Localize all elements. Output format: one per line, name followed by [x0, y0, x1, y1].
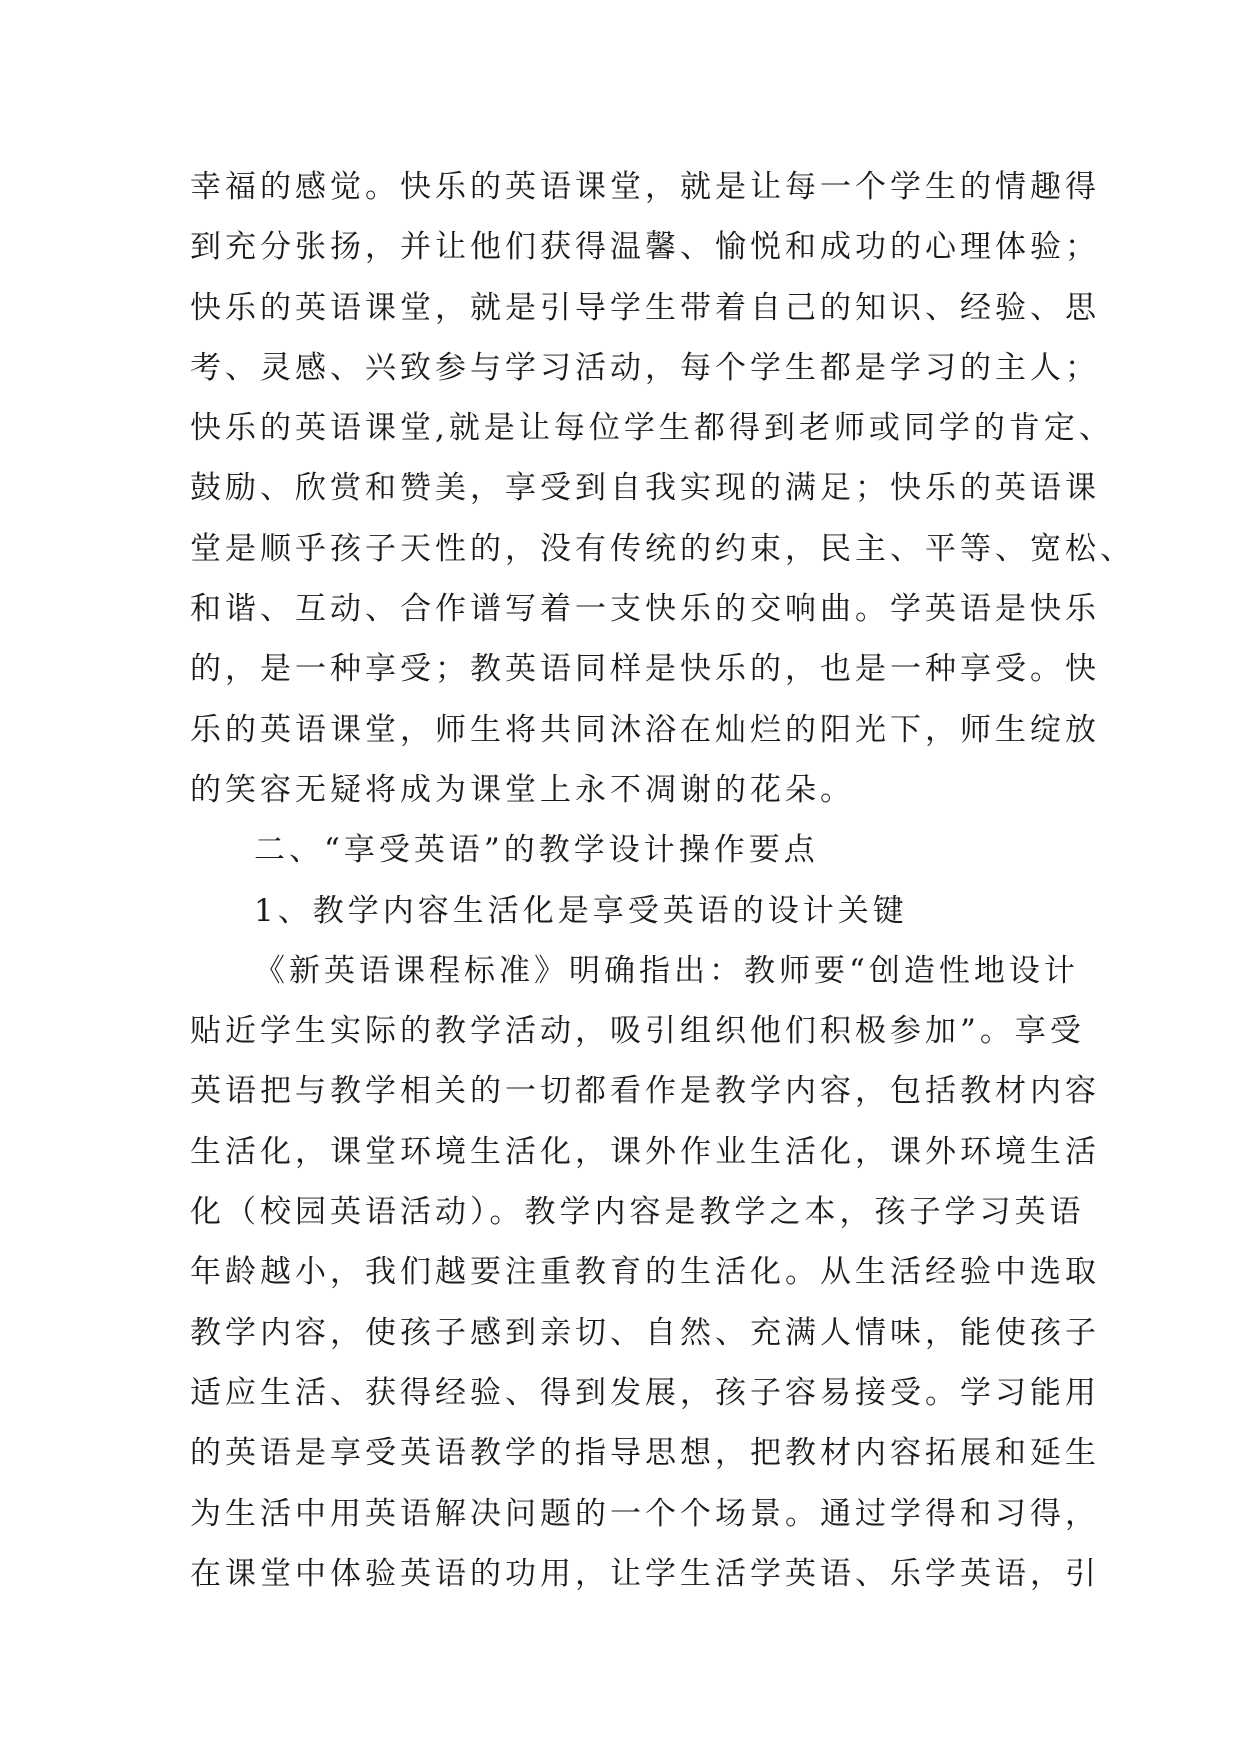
text-line: 在课堂中体验英语的功用，让学生活学英语、乐学英语，引 [190, 1555, 1100, 1592]
text-line: 适应生活、获得经验、得到发展，孩子容易接受。学习能用 [190, 1374, 1100, 1411]
text-line: 的，是一种享受；教英语同样是快乐的，也是一种享受。快 [190, 651, 1100, 688]
text-line: 英语把与教学相关的一切都看作是教学内容，包括教材内容 [190, 1073, 1100, 1110]
text-line: 贴近学生实际的教学活动，吸引组织他们积极参加”。享受 [190, 1013, 1085, 1050]
text-line: 《新英语课程标准》明确指出：教师要“创造性地设计 [254, 952, 1079, 989]
text-line: 为生活中用英语解决问题的一个个场景。通过学得和习得， [190, 1495, 1100, 1532]
body-text [190, 157, 1135, 1604]
text-line: 乐的英语课堂，师生将共同沐浴在灿烂的阳光下，师生绽放 [190, 711, 1100, 748]
text-line: 化（校园英语活动）。教学内容是教学之本，孩子学习英语 [190, 1194, 1085, 1231]
text-line: 快乐的英语课堂,就是让每位学生都得到老师或同学的肯定、 [190, 410, 1114, 447]
text-line: 和谐、互动、合作谱写着一支快乐的交响曲。学英语是快乐 [190, 591, 1100, 628]
text-line: 教学内容，使孩子感到亲切、自然、充满人情味，能使孩子 [190, 1314, 1100, 1351]
text-line: 的笑容无疑将成为课堂上永不凋谢的花朵。 [190, 771, 855, 808]
text-line: 考、灵感、兴致参与学习活动，每个学生都是学习的主人； [190, 349, 1100, 386]
text-line: 鼓励、欣赏和赞美，享受到自我实现的满足；快乐的英语课 [190, 470, 1100, 507]
section-heading: 二、“享受英语”的教学设计操作要点 [254, 832, 819, 869]
subsection-heading: 1、教学内容生活化是享受英语的设计关键 [254, 892, 908, 929]
text-line: 年龄越小，我们越要注重教育的生活化。从生活经验中选取 [190, 1254, 1100, 1291]
text-line: 堂是顺乎孩子天性的，没有传统的约束，民主、平等、宽松、 [190, 530, 1135, 567]
text-line: 快乐的英语课堂，就是引导学生带着自己的知识、经验、思 [190, 289, 1100, 326]
text-line: 的英语是享受英语教学的指导思想，把教材内容拓展和延生 [190, 1435, 1100, 1472]
text-line: 生活化，课堂环境生活化，课外作业生活化，课外环境生活 [190, 1133, 1100, 1170]
text-line: 幸福的感觉。快乐的英语课堂，就是让每一个学生的情趣得 [190, 169, 1100, 205]
text-line: 到充分张扬，并让他们获得温馨、愉悦和成功的心理体验； [190, 229, 1100, 266]
